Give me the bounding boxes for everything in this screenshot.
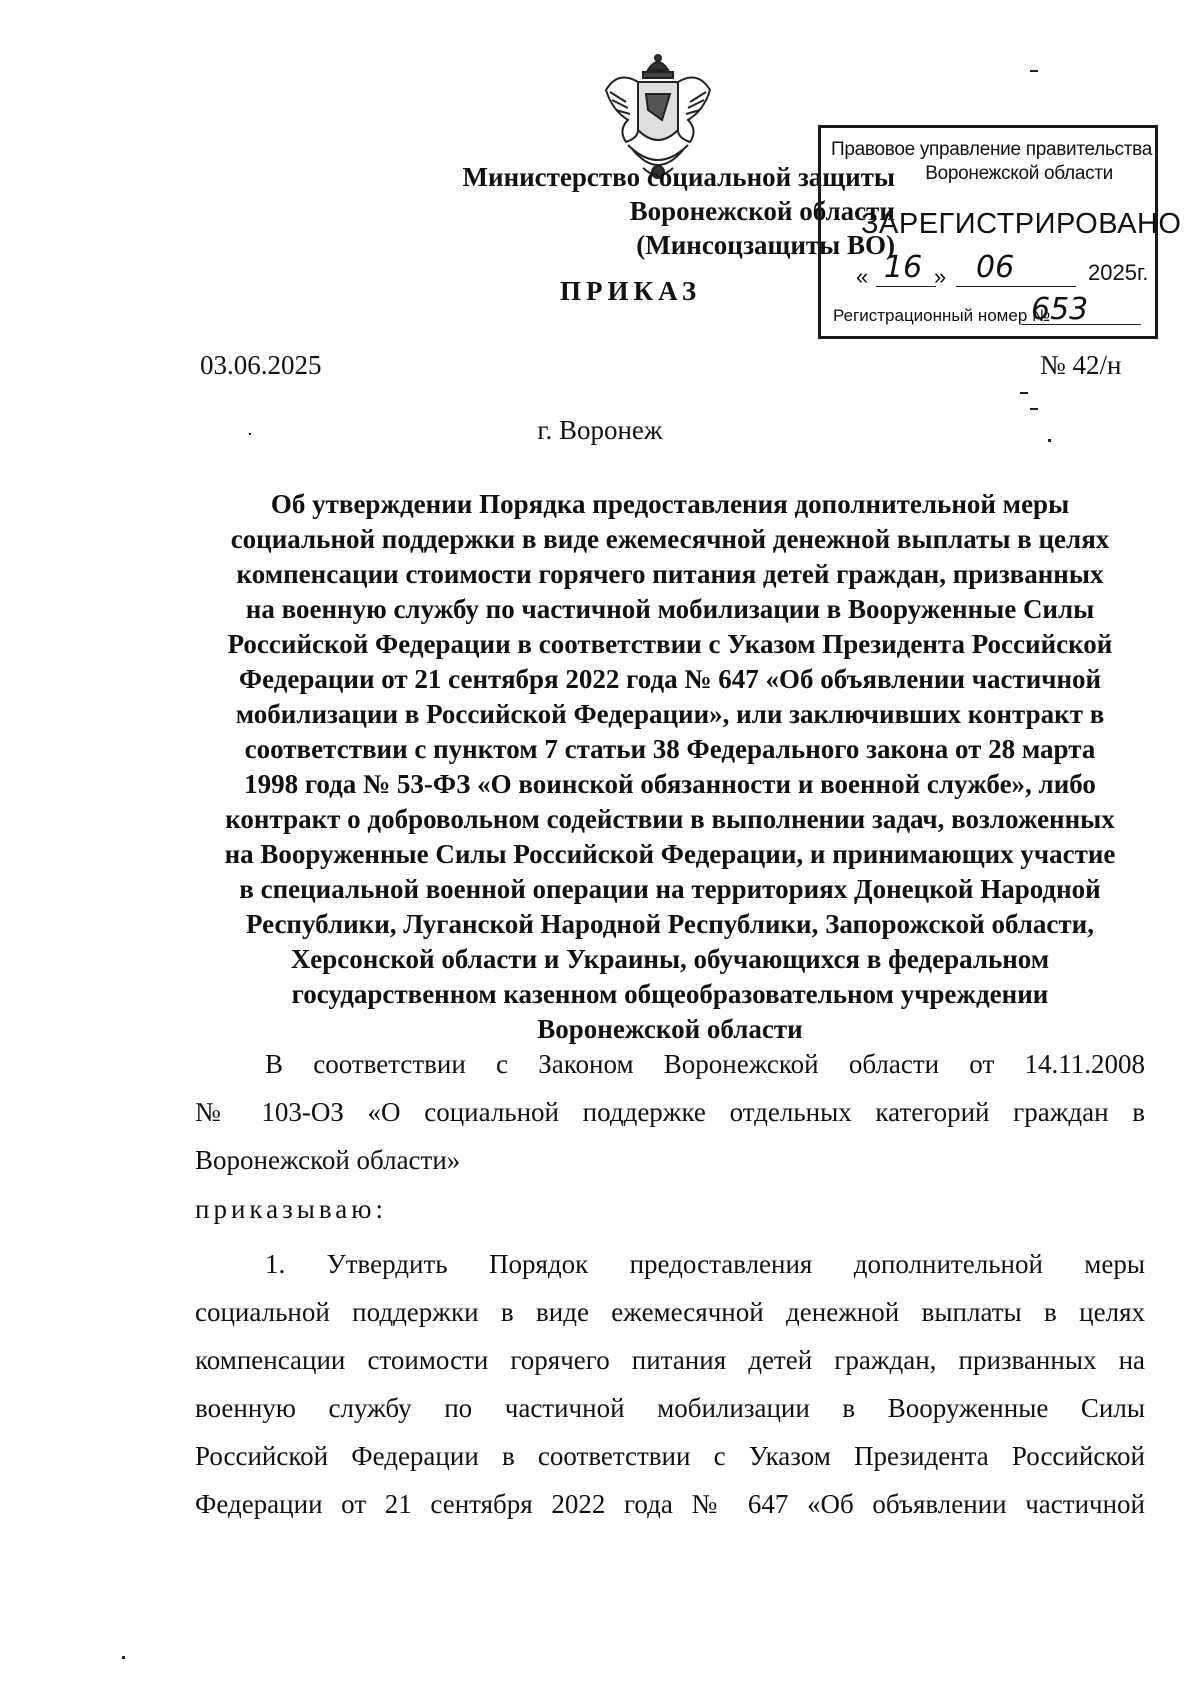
heading-line: социальной поддержки в виде ежемесячной денежной выплаты в целях (230, 524, 1110, 554)
preamble-paragraph (195, 1040, 1145, 1184)
stamp-month-underline (956, 286, 1076, 287)
stamp-day-underline (876, 286, 936, 287)
heading-line: контракт о добровольном содействии в выполнении задач, возложенных (225, 804, 1115, 834)
registration-stamp (818, 125, 1182, 339)
stamp-date (856, 250, 1156, 290)
document-heading (190, 487, 1150, 1047)
scan-speck (1030, 70, 1038, 72)
heading-line: Республики, Луганской Народной Республики, Запорожской области, (246, 909, 1094, 939)
heading-line: государственном казенном общеобразовательном учреждении (291, 979, 1049, 1009)
heading-line: Российской Федерации в соответствии с Указом Президента Российской (227, 629, 1113, 659)
order-date: 03.06.2025 (200, 350, 322, 380)
body-line: социальной поддержки в виде ежемесячной денежной выплаты в целях (195, 1297, 1145, 1327)
heading-line: 1998 года № 53-ФЗ «О воинской обязанности и военной службе», либо (244, 769, 1096, 799)
stamp-registered: ЗАРЕГИСТРИРОВАНО (861, 208, 1182, 240)
heading-line: Федерации от 21 сентября 2022 года № 647 «Об объявлении частичной (238, 664, 1102, 694)
ministry-line3: (Минсоцзащиты ВО) (636, 230, 895, 260)
heading-line: в специальной военной операции на территориях Донецкой Народной (239, 874, 1101, 904)
stamp-reg-number-underline (1021, 324, 1141, 325)
scan-speck (1020, 392, 1028, 394)
stamp-header-line1: Правовое управление правительства (831, 139, 1153, 160)
body-line: В соответствии с Законом Воронежской области от 14.11.2008 (265, 1049, 1145, 1079)
scan-speck (1030, 408, 1038, 410)
body-line: № 103-ОЗ «О социальной поддержке отдельных категорий граждан в (195, 1097, 1145, 1127)
heading-line: компенсации стоимости горячего питания детей граждан, призванных (236, 559, 1104, 589)
body-line: военную службу по частичной мобилизации в Вооруженные Силы (195, 1393, 1145, 1423)
decree-word: приказываю: (195, 1194, 387, 1224)
stamp-reg-number: 653 (1031, 292, 1089, 327)
stamp-month: 06 (976, 250, 1015, 285)
item-1-paragraph (195, 1240, 1145, 1528)
scan-speck (249, 433, 251, 435)
heading-line: Об утверждении Порядка предоставления дополнительной меры (270, 489, 1070, 519)
body-line: компенсации стоимости горячего питания детей граждан, призванных на (195, 1345, 1145, 1375)
stamp-quote-open: « (856, 264, 869, 289)
heading-line: Воронежской области (537, 1014, 803, 1044)
scan-speck (1048, 439, 1051, 442)
body-line: Российской Федерации в соответствии с Указом Президента Российской (195, 1441, 1145, 1471)
body-line: 1. Утвердить Порядок предоставления дополнительной меры (265, 1249, 1145, 1279)
ministry-line1: Министерство социальной защиты (462, 162, 895, 192)
body-line: Воронежской области» (195, 1145, 461, 1175)
heading-line: мобилизации в Российской Федерации», или заключивших контракт в (235, 699, 1105, 729)
stamp-year: 2025г. (1088, 260, 1149, 285)
stamp-quote-close: » (934, 264, 947, 289)
heading-line: соответствии с пунктом 7 статьи 38 Федерального закона от 28 марта (244, 734, 1096, 764)
heading-line: на военную службу по частичной мобилизации в Вооруженные Силы (245, 594, 1095, 624)
body-line: Федерации от 21 сентября 2022 года № 647 «Об объявлении частичной (195, 1489, 1145, 1519)
scan-speck (122, 1656, 125, 1659)
heading-line: на Вооруженные Силы Российской Федерации, и принимающих участие (224, 839, 1116, 869)
order-title: ПРИКАЗ (560, 276, 702, 306)
stamp-header-line2: Воронежской области (925, 163, 1113, 184)
ministry-line2: Воронежской области (629, 196, 895, 226)
stamp-reg-number-label: Регистрационный номер № (833, 306, 1051, 325)
heading-line: Херсонской области и Украины, обучающихся в федеральном (290, 944, 1050, 974)
order-city: г. Воронеж (537, 415, 663, 445)
order-number: № 42/н (1040, 350, 1122, 380)
stamp-day: 16 (884, 250, 923, 285)
stamp-header (831, 138, 1153, 186)
